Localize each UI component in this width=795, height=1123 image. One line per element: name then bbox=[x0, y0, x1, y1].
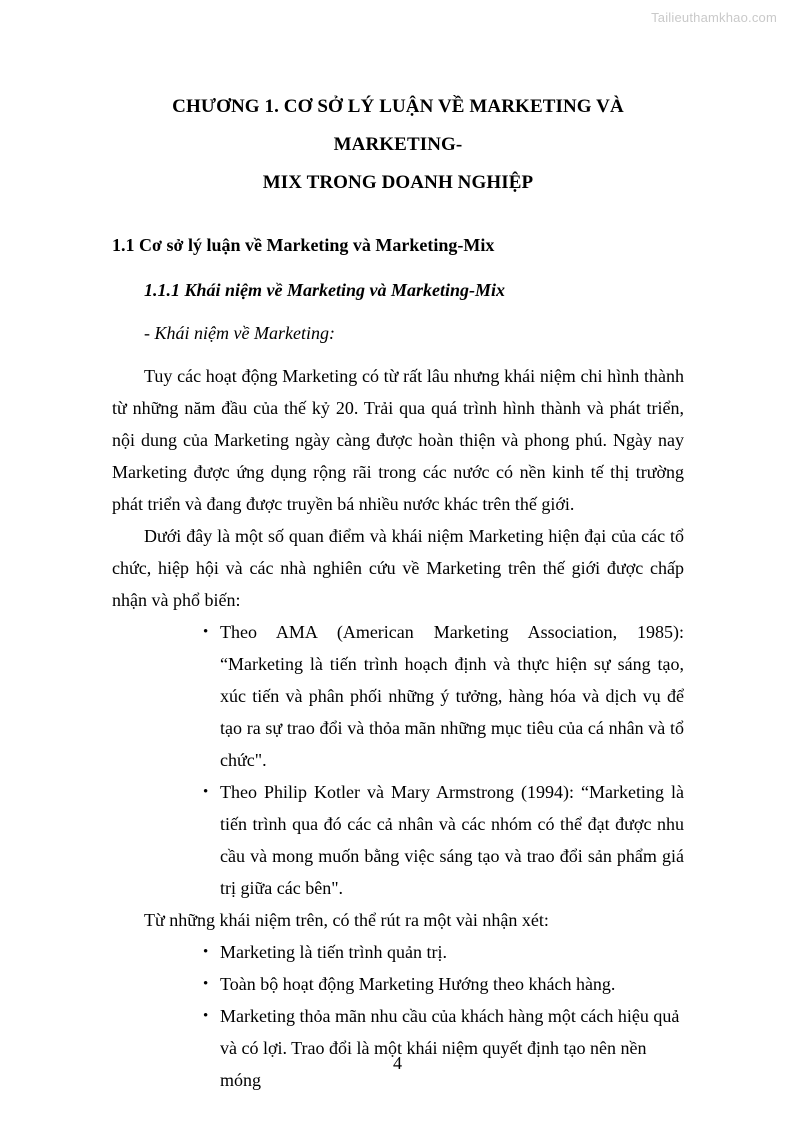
list-item-text: Theo AMA (American Marketing Association, 1985): “Marketing là tiến trình hoạch định và thực hiện sự sáng tạo, xúc tiến và phân phối những ý tưởng, hàng hóa và dịch vụ để tạo ra sự trao đổi và thỏa mãn những mục tiêu của cá nhân và tổ chức". bbox=[220, 622, 684, 770]
list-item-text: Marketing thỏa mãn nhu cầu của khách hàng một cách hiệu quả và có lợi. Trao đổi là một khái niệm quyết định tạo nên nền móng bbox=[220, 1006, 680, 1090]
list-item bbox=[112, 776, 684, 904]
section-heading-1-1: 1.1 Cơ sở lý luận về Marketing và Marketing-Mix bbox=[112, 235, 495, 255]
list-item-text: Toàn bộ hoạt động Marketing Hướng theo khách hàng. bbox=[220, 974, 616, 994]
list-item bbox=[112, 1000, 684, 1096]
bullet-dot-icon: • bbox=[203, 784, 209, 800]
paragraph-definitions-intro: Dưới đây là một số quan điểm và khái niệm Marketing hiện đại của các tổ chức, hiệp hội và các nhà nghiên cứu về Marketing trên thế giới được chấp nhận và phổ biến: bbox=[112, 526, 684, 610]
list-item bbox=[112, 968, 684, 1000]
list-item-text: Theo Philip Kotler và Mary Armstrong (1994): “Marketing là tiến trình qua đó các cả nhân và các nhóm có thể đạt được nhu cầu và mong muốn bằng việc sáng tạo và trao đổi sản phẩm giá trị giữa các bên". bbox=[220, 782, 684, 898]
watermark: Tailieuthamkhao.com bbox=[651, 10, 777, 25]
subheading-khai-niem-marketing: - Khái niệm về Marketing: bbox=[144, 323, 335, 343]
chapter-title-line-1: CHƯƠNG 1. CƠ SỞ LÝ LUẬN VỀ MARKETING VÀ MARKETING- bbox=[172, 96, 624, 155]
list-item-text: Marketing là tiến trình quản trị. bbox=[220, 942, 447, 962]
definition-bullet-list bbox=[112, 616, 684, 904]
paragraph-marketing-history: Tuy các hoạt động Marketing có từ rất lâu nhưng khái niệm chi hình thành từ những năm đầu của thế kỷ 20. Trải qua quá trình hình thành và phát triển, nội dung của Marketing ngày càng được hoàn thiện và phong phú. Ngày nay Marketing được ứng dụng rộng rãi trong các nước có nền kinh tế thị trường phát triển và đang được truyền bá nhiều nước khác trên thế giới. bbox=[112, 366, 684, 514]
chapter-title bbox=[112, 88, 684, 202]
bullet-dot-icon: • bbox=[203, 944, 209, 960]
bullet-dot-icon: • bbox=[203, 1008, 209, 1024]
page-content bbox=[112, 88, 684, 1096]
chapter-title-line-2: MIX TRONG DOANH NGHIỆP bbox=[262, 172, 534, 193]
paragraph-remarks-intro: Từ những khái niệm trên, có thể rút ra một vài nhận xét: bbox=[144, 910, 549, 930]
subsection-heading-1-1-1: 1.1.1 Khái niệm về Marketing và Marketing-Mix bbox=[144, 280, 506, 300]
list-item bbox=[112, 616, 684, 776]
bullet-dot-icon: • bbox=[203, 624, 209, 640]
bullet-dot-icon: • bbox=[203, 976, 209, 992]
page-number: 4 bbox=[393, 1053, 402, 1073]
list-item bbox=[112, 936, 684, 968]
